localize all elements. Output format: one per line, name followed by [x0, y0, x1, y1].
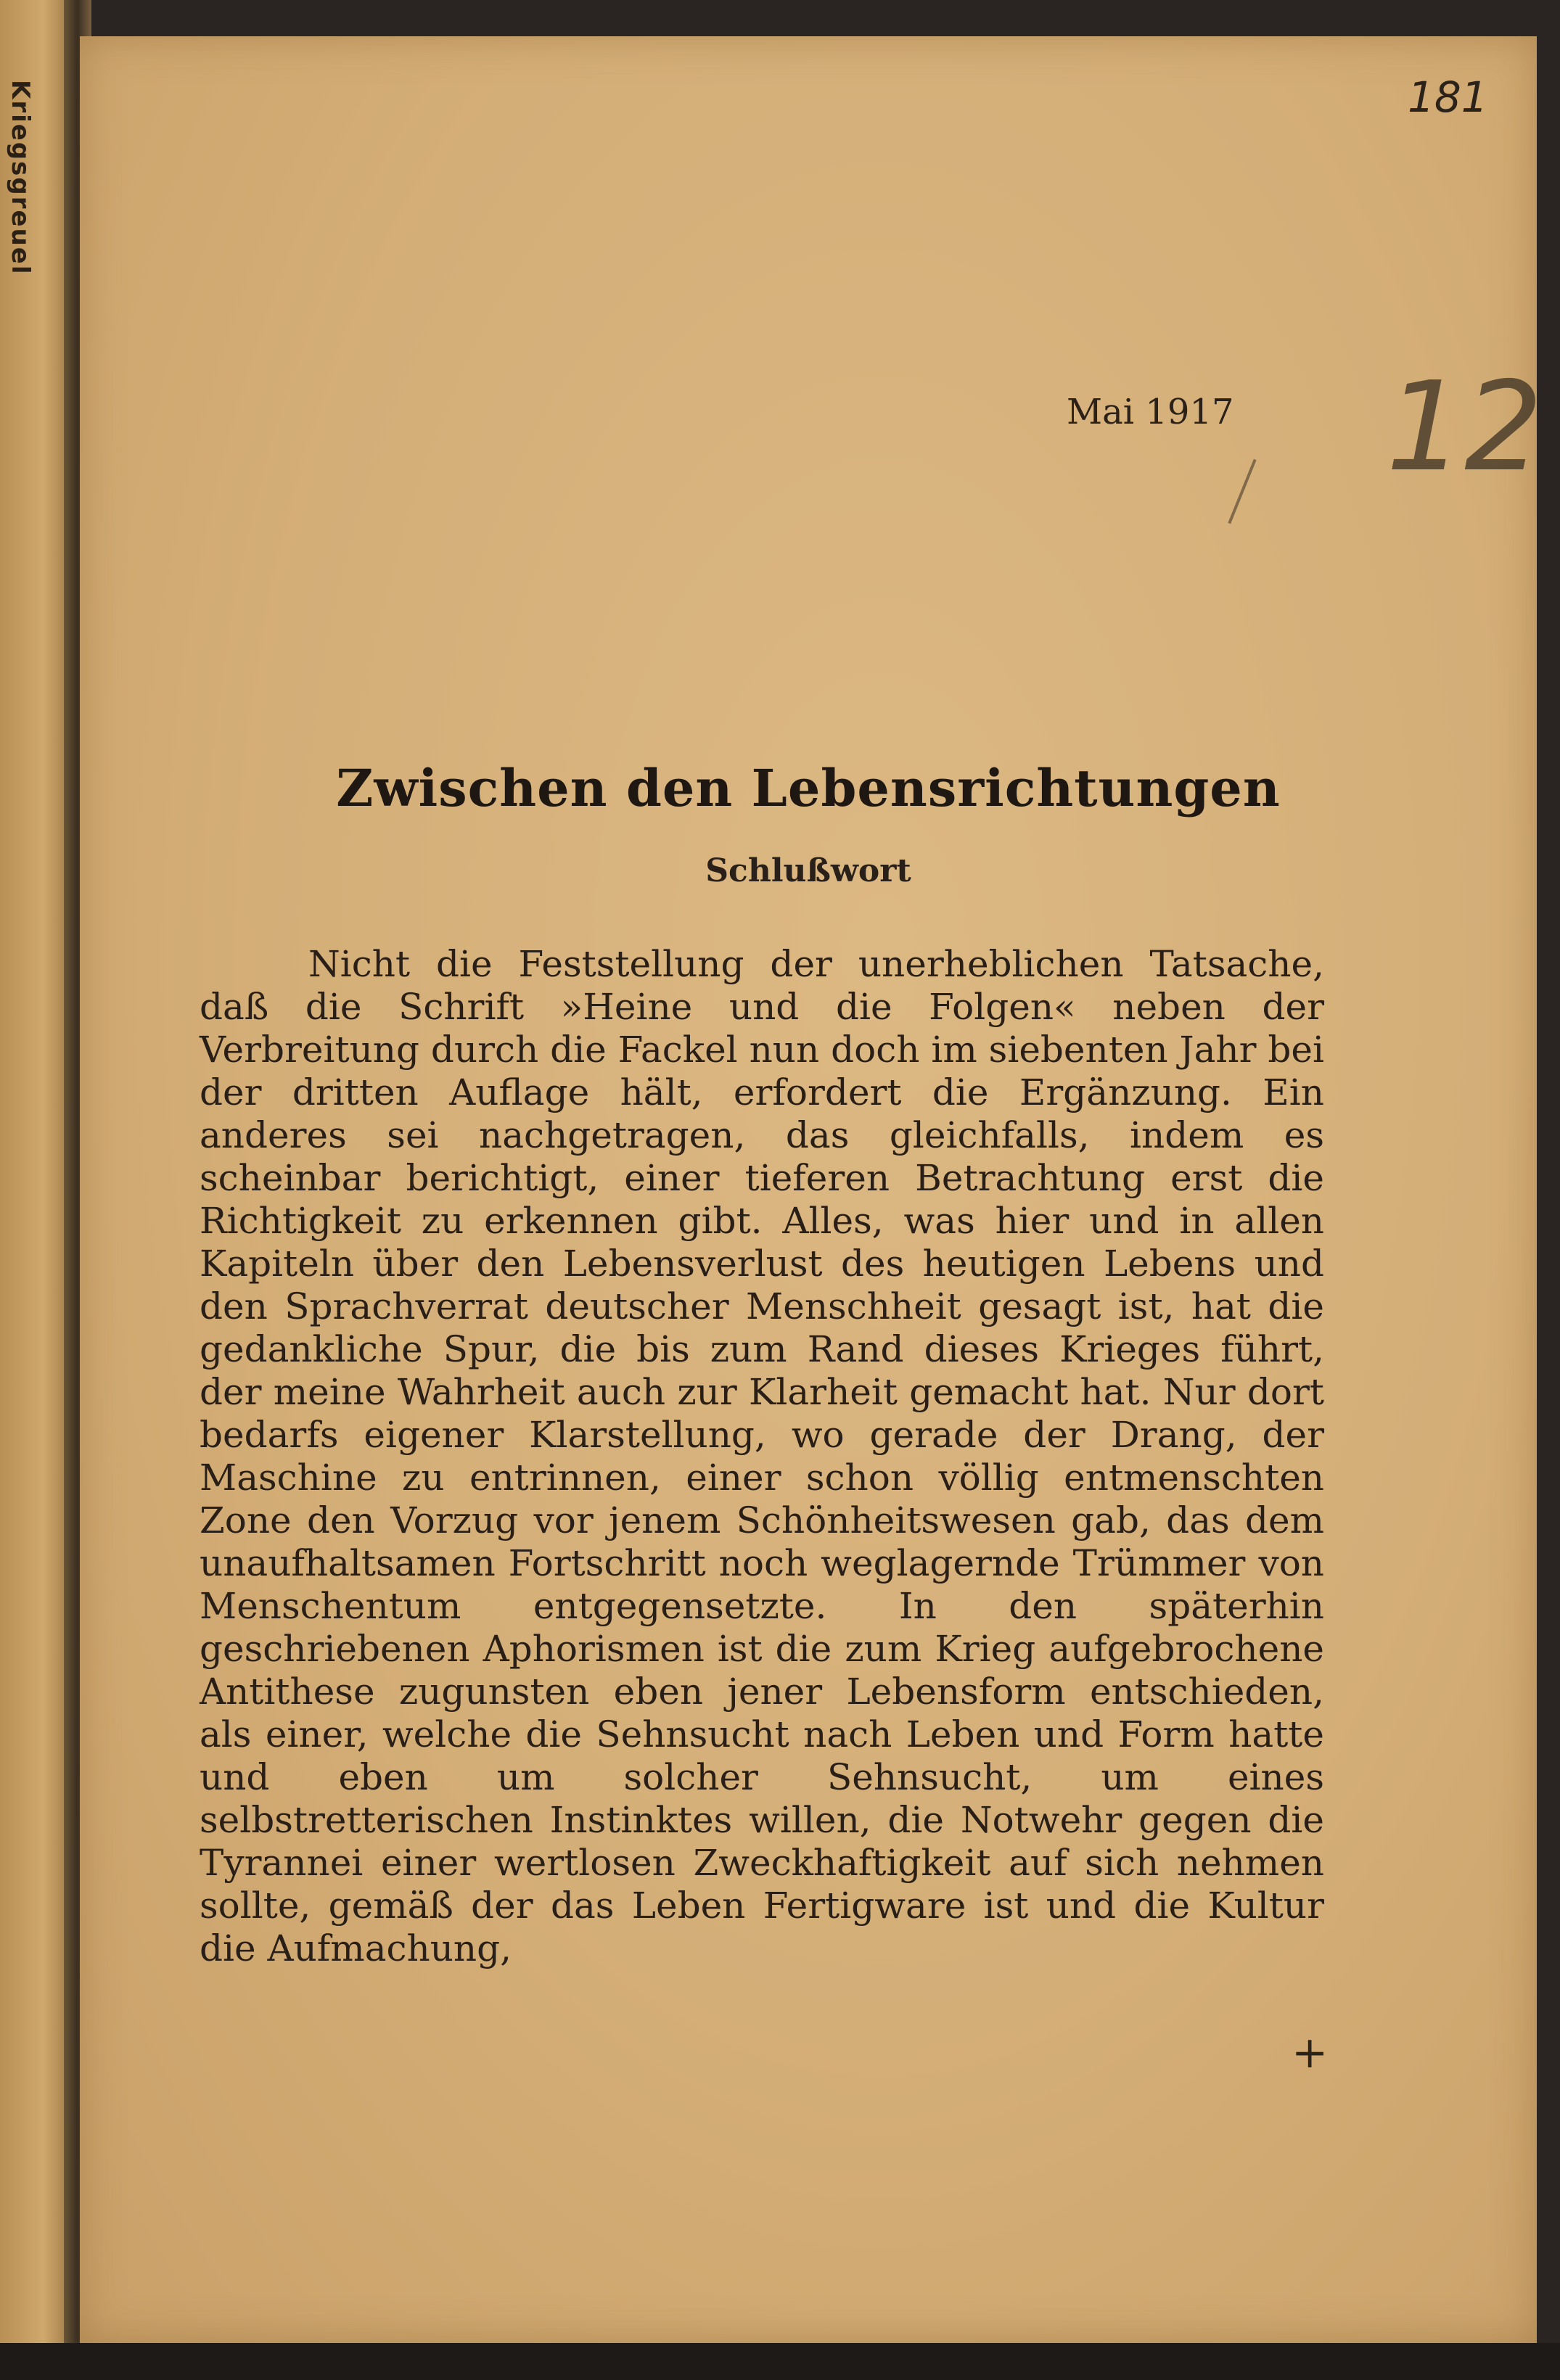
- page-number: 181: [1408, 73, 1488, 122]
- page-subtitle: Schlußwort: [705, 852, 911, 889]
- left-page-edge-text: Kriegsgreuel: [6, 80, 35, 276]
- left-page-edge: [0, 0, 73, 2380]
- pencil-slash-mark: [1228, 459, 1256, 524]
- document-page: [80, 36, 1543, 2343]
- margin-mark: +: [1292, 2027, 1329, 2078]
- page-title: Zwischen den Lebensrichtungen: [336, 758, 1281, 818]
- date-line: Mai 1917: [1067, 392, 1234, 432]
- scan-bottom-edge: [0, 2343, 1560, 2380]
- body-paragraph: Nicht die Feststellung der unerheblichen Tatsache, daß die Schrift »Heine und die Folgen« neben der Verbreitung durch die Fackel nun doch im siebenten Jahr bei der dritten Auflage hält, erfordert die Ergänzung. Ein anderes sei nachgetragen, das gleichfalls, indem es scheinbar berichtigt, einer tieferen Betrachtung erst die Richtigkeit zu erkennen gibt. Alles, was hier und in allen Kapiteln über den Lebensverlust des heutigen Lebens und den Sprachverrat deutscher Menschheit gesagt ist, hat die gedankliche Spur, die bis zum Rand dieses Krieges führt, der meine Wahrheit auch zur Klarheit gemacht hat. Nur dort bedarfs eigener Klarstellung, wo gerade der Drang, der Maschine zu entrinnen, einer schon völlig entmenschten Zone den Vorzug vor jenem Schönheitswesen gab, das dem unaufhaltsamen Fortschritt noch weglagernde Trümmer von Menschentum entgegensetzte. In den späterhin geschriebenen Aphorismen ist die zum Krieg aufgebrochene Antithese zugunsten eben jener Lebensform entschieden, als einer, welche die Sehnsucht nach Leben und Form hatte und eben um solcher Sehnsucht, um eines selbstretterischen Instinktes willen, die Notwehr gegen die Tyrannei einer wertlosen Zweckhaftigkeit auf sich nehmen sollte, gemäß der das Leben Fertigware ist und die Kultur die Aufmachung,: [200, 943, 1324, 1969]
- handwritten-annotation: 12: [1386, 355, 1543, 499]
